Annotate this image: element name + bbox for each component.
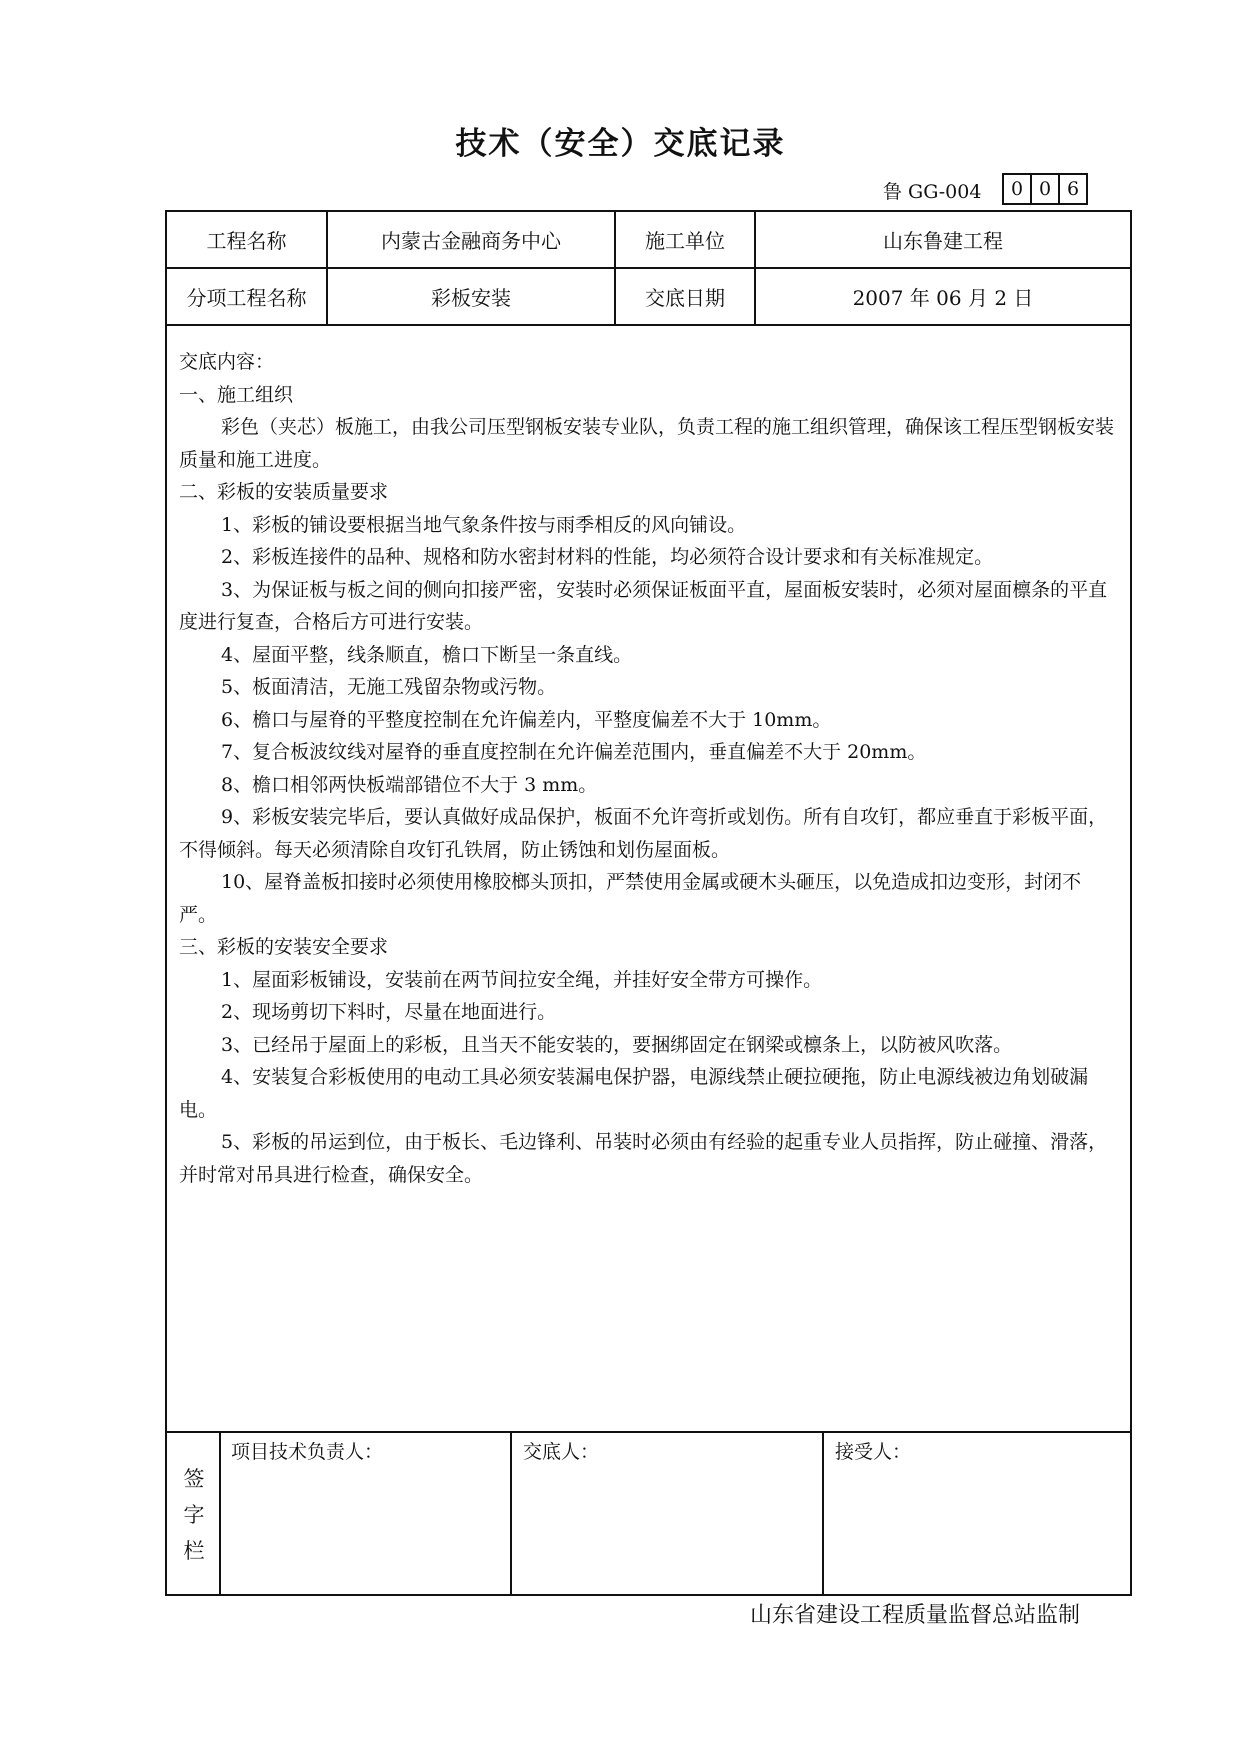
content-line: 2、现场剪切下料时，尽量在地面进行。 — [221, 1001, 557, 1023]
contractor-value: 山东鲁建工程 — [883, 229, 1003, 253]
document-title: 技术（安全）交底记录 — [455, 126, 786, 162]
content-line: 8、檐口相邻两快板端部错位不大于 3 mm。 — [221, 773, 598, 796]
briefing-content — [179, 346, 1119, 1191]
project-name-value: 内蒙古金融商务中心 — [381, 229, 561, 253]
sub-project-label: 分项工程名称 — [186, 286, 307, 310]
content-line: 1、彩板的铺设要根据当地气象条件按与雨季相反的风向铺设。 — [221, 513, 747, 536]
column-divider — [822, 1431, 824, 1596]
row-divider — [167, 324, 1130, 326]
content-line: 6、檐口与屋脊的平整度控制在允许偏差内，平整度偏差不大于 10mm。 — [221, 708, 832, 731]
signature-label-char: 签 — [183, 1467, 205, 1491]
form-code-digit: 0 — [1030, 173, 1060, 205]
contractor-label: 施工单位 — [645, 229, 725, 253]
sub-project-value: 彩板安装 — [431, 286, 511, 310]
briefing-date-label: 交底日期 — [645, 286, 725, 310]
content-line: 1、屋面彩板铺设，安装前在两节间拉安全绳，并挂好安全带方可操作。 — [221, 968, 823, 991]
content-line: 5、彩板的吊运到位，由于板长、毛边锋利、吊装时必须由有经验的起重专业人员指挥，防止碰撞、滑落，并时常对吊具进行检查，确保安全。 — [179, 1131, 1108, 1186]
content-line: 一、施工组织 — [179, 383, 294, 406]
project-name-label: 工程名称 — [206, 229, 287, 253]
content-lines — [179, 379, 1119, 1192]
tech-lead-signature-field: 项目技术负责人： — [231, 1441, 384, 1463]
signature-label — [167, 1434, 221, 1596]
content-line: 9、彩板安装完毕后，要认真做好成品保护，板面不允许弯折或划伤。所有自攻钉，都应垂直于彩板平面，不得倾斜。每天必须清除自攻钉孔铁屑，防止锈蚀和划伤屋面板。 — [179, 806, 1108, 861]
signature-label-char: 字 — [183, 1503, 205, 1527]
content-line: 3、为保证板与板之间的侧向扣接严密，安装时必须保证板面平直，屋面板安装时，必须对屋面檩条的平直度进行复查，合格后方可进行安装。 — [179, 578, 1108, 633]
row-divider — [167, 1431, 1130, 1433]
form-code-label: 鲁 GG-004 — [883, 181, 982, 203]
form-code-boxes — [1004, 173, 1088, 205]
form-code-digit: 6 — [1058, 173, 1088, 205]
form-code-digit: 0 — [1002, 173, 1032, 205]
column-divider — [510, 1431, 512, 1596]
briefing-date-value: 2007 年 06 月 2 日 — [852, 286, 1034, 310]
supervisor-footer: 山东省建设工程质量监督总站监制 — [750, 1603, 1081, 1628]
content-line: 二、彩板的安装质量要求 — [179, 481, 389, 503]
briefer-signature-field: 交底人： — [523, 1441, 600, 1463]
signature-label-char: 栏 — [183, 1539, 205, 1563]
content-heading: 交底内容： — [179, 351, 275, 373]
content-line: 10、屋脊盖板扣接时必须使用橡胶榔头顶扣，严禁使用金属或硬木头砸压，以免造成扣边变形，封闭不严。 — [179, 871, 1082, 926]
content-line: 7、复合板波纹线对屋脊的垂直度控制在允许偏差范围内，垂直偏差不大于 20mm。 — [221, 741, 927, 763]
content-line: 三、彩板的安装安全要求 — [179, 936, 389, 958]
content-line: 3、已经吊于屋面上的彩板，且当天不能安装的，要捆绑固定在钢梁或檩条上，以防被风吹落。 — [221, 1033, 1013, 1056]
content-line: 4、屋面平整，线条顺直，檐口下断呈一条直线。 — [221, 643, 633, 666]
recipient-signature-field: 接受人： — [835, 1441, 912, 1463]
record-table — [165, 210, 1132, 1596]
content-line: 彩色（夹芯）板施工，由我公司压型钢板安装专业队，负责工程的施工组织管理，确保该工程压型钢板安装质量和施工进度。 — [179, 416, 1115, 471]
content-line: 5、板面清洁，无施工残留杂物或污物。 — [221, 676, 557, 698]
content-line: 4、安装复合彩板使用的电动工具必须安装漏电保护器，电源线禁止硬拉硬拖，防止电源线被边角划破漏电。 — [179, 1066, 1089, 1121]
content-line: 2、彩板连接件的品种、规格和防水密封材料的性能，均必须符合设计要求和有关标准规定。 — [221, 546, 994, 568]
